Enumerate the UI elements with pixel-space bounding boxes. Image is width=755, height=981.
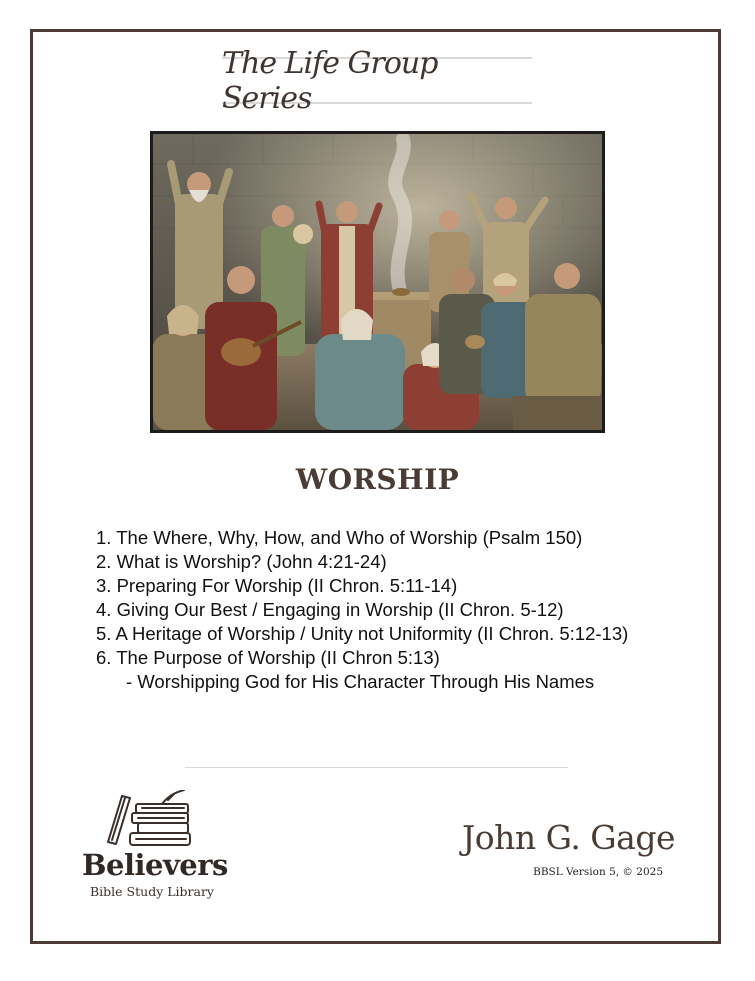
version-text: BBSL Version 5, © 2025 — [533, 866, 663, 878]
lesson-item: 1. The Where, Why, How, and Who of Worship (Psalm 150) — [96, 527, 583, 548]
divider — [185, 767, 568, 768]
series-title: The Life Group Series — [222, 45, 438, 116]
lesson-item: 3. Preparing For Worship (II Chron. 5:11-14) — [96, 575, 458, 596]
lesson-item: 4. Giving Our Best / Engaging in Worship (II Chron. 5-12) — [96, 599, 564, 620]
lesson-item: 2. What is Worship? (John 4:21-24) — [96, 551, 387, 572]
lesson-subitem: - Worshipping God for His Character Through His Names — [126, 671, 595, 692]
cover-image — [150, 131, 605, 433]
lesson-item: 6. The Purpose of Worship (II Chron 5:13) — [96, 647, 440, 668]
lesson-list — [96, 526, 628, 694]
worship-scene-illustration-icon — [153, 134, 602, 430]
logo-name: Believers — [82, 848, 228, 882]
logo-subtitle: Bible Study Library — [90, 884, 214, 899]
series-title-banner — [222, 45, 532, 116]
page-title: WORSHIP — [295, 463, 460, 496]
author-name: John G. Gage — [462, 818, 675, 857]
lesson-item: 5. A Heritage of Worship / Unity not Uniformity (II Chron. 5:12-13) — [96, 623, 629, 644]
